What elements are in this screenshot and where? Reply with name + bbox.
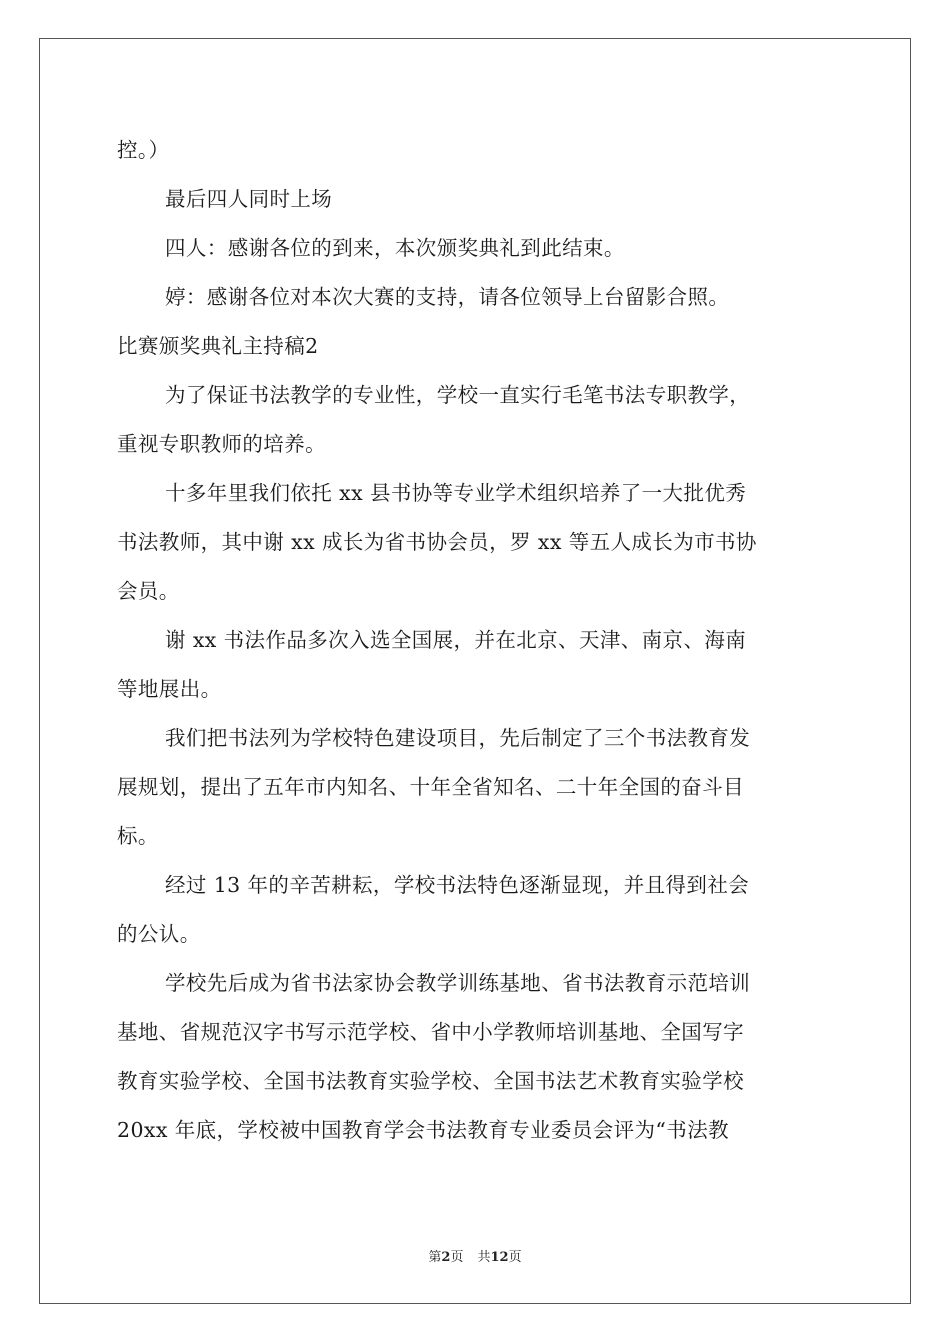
text-line: 最后四人同时上场 [165, 187, 333, 211]
page-total: 12 [490, 1250, 509, 1265]
text-line: 20xx 年底，学校被中国教育学会书法教育专业委员会评为“书法教 [117, 1118, 730, 1142]
text-line: 我们把书法列为学校特色建设项目，先后制定了三个书法教育发 [165, 726, 751, 750]
text-line: 学校先后成为省书法家协会教学训练基地、省书法教育示范培训 [165, 971, 751, 995]
text-line: 谢 xx 书法作品多次入选全国展，并在北京、天津、南京、海南 [165, 628, 747, 652]
page-prefix: 第 [428, 1250, 442, 1265]
text-line: 十多年里我们依托 xx 县书协等专业学术组织培养了一大批优秀 [165, 481, 747, 505]
text-line: 婷：感谢各位对本次大赛的支持，请各位领导上台留影合照。 [165, 285, 730, 309]
text-line: 四人：感谢各位的到来，本次颁奖典礼到此结束。 [165, 236, 625, 260]
document-body [117, 126, 835, 1155]
text-line: 重视专职教师的培养。 [117, 432, 326, 456]
total-unit: 页 [508, 1250, 522, 1265]
text-line: 控。） [117, 138, 170, 162]
text-line: 展规划，提出了五年市内知名、十年全省知名、二十年全国的奋斗目 [117, 775, 744, 799]
text-line: 书法教师，其中谢 xx 成长为省书协会员，罗 xx 等五人成长为市书协 [117, 530, 757, 554]
text-line: 的公认。 [117, 922, 201, 946]
total-prefix: 共 [477, 1250, 491, 1265]
text-line: 经过 13 年的辛苦耕耘，学校书法特色逐渐显现，并且得到社会 [165, 873, 750, 897]
text-line: 为了保证书法教学的专业性，学校一直实行毛笔书法专职教学， [165, 383, 751, 407]
page-unit: 页 [450, 1250, 464, 1265]
text-line: 教育实验学校、全国书法教育实验学校、全国书法艺术教育实验学校 [117, 1069, 744, 1093]
page-footer [0, 1246, 950, 1265]
text-line: 等地展出。 [117, 677, 222, 701]
section-heading: 比赛颁奖典礼主持稿2 [117, 334, 319, 358]
page-current: 2 [441, 1250, 451, 1265]
text-line: 标。 [117, 824, 159, 848]
text-line: 基地、省规范汉字书写示范学校、省中小学教师培训基地、全国写字 [117, 1020, 744, 1044]
text-line: 会员。 [117, 579, 180, 603]
